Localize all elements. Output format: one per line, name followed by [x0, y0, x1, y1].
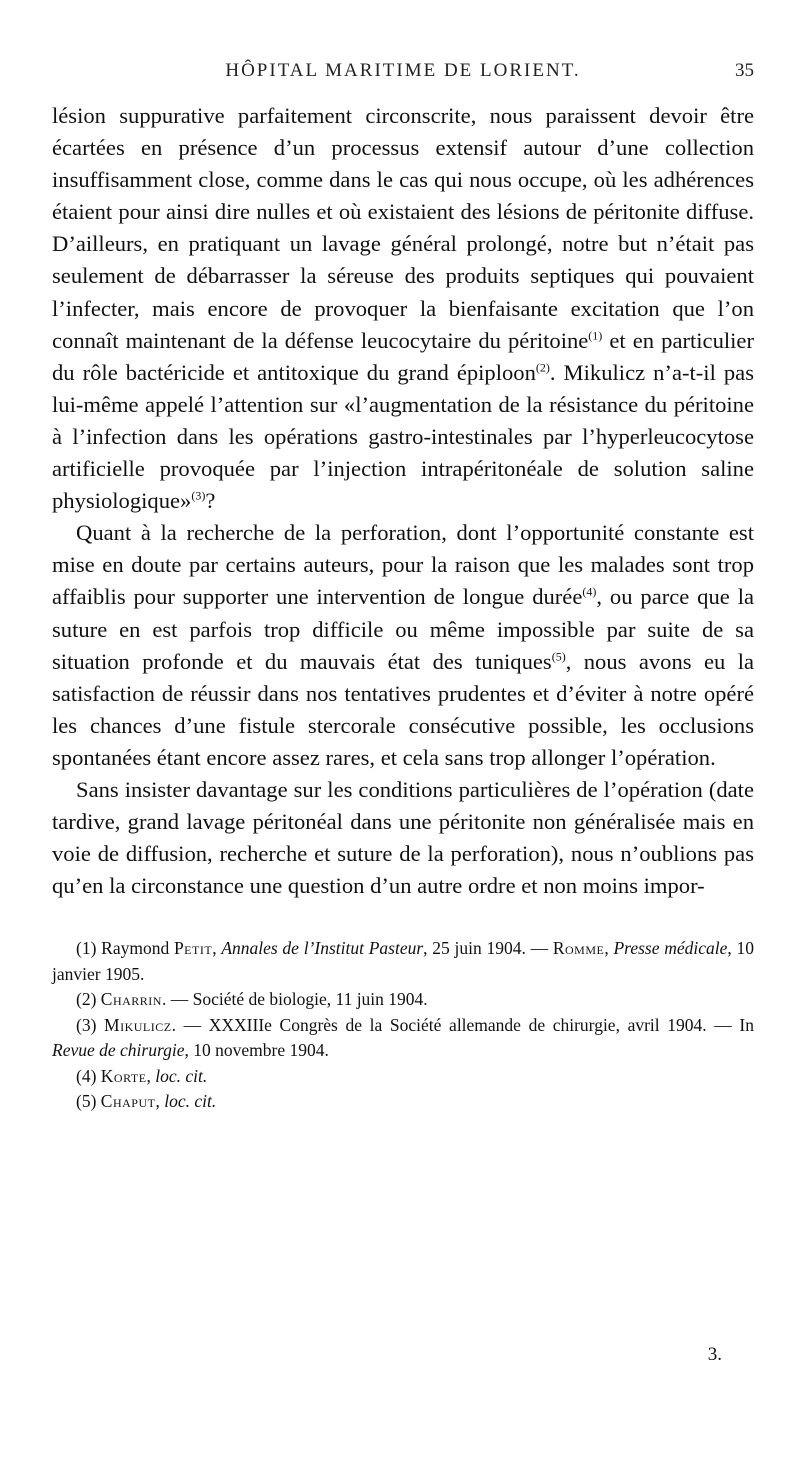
italic-title: loc. cit. — [164, 1091, 217, 1112]
italic-title: Presse médicale — [613, 938, 728, 959]
body-text — [52, 100, 754, 902]
footnote-5: (5) Chaput, loc. cit. — [76, 1091, 217, 1112]
signature-mark: 3. — [707, 1344, 722, 1365]
footnote-4: (4) Korte, loc. cit. — [76, 1065, 208, 1086]
footnote-ref: (5) — [551, 649, 566, 664]
page-number: 35 — [735, 60, 754, 81]
running-head — [52, 60, 754, 90]
italic-title: loc. cit. — [155, 1065, 208, 1086]
author-name: Petit — [173, 938, 213, 959]
author-name: Romme — [552, 938, 605, 959]
author-name: Chaput — [100, 1091, 156, 1112]
footnote-ref: (3) — [191, 488, 206, 503]
paragraph-3: Sans insister davantage sur les conditions particulières de l’opération (date tardive, grand lavage péritonéal dans une péritonite non généralisée mais en voie de diffusion, recherche et suture de la perforation), nous n’oublions pas qu’en la circonstance une question d’un autre ordre et non moins impor- — [52, 776, 754, 899]
footnote-3: (3) Mikulicz. — XXXIIIe Congrès de la Société allemande de chirurgie, avril 1904. — In Revue de chirurgie, 10 novembre 1904. — [52, 1014, 754, 1061]
running-title: HÔPITAL MARITIME DE LORIENT. — [225, 60, 581, 81]
footnote-ref: (1) — [588, 328, 603, 343]
footnote-ref: (2) — [535, 360, 550, 375]
paragraph-1: lésion suppurative parfaitement circonscrite, nous paraissent devoir être écartées en présence d’un processus extensif autour d’une collection insuffisamment close, comme dans le cas qui nous occupe, où les adhérences étaient pour ainsi dire nulles et où existaient des lésions de péritonite diffuse. D’ailleurs, en pratiquant un lavage général prolongé, notre but n’était pas seulement de débarrasser la séreuse des produits septiques qui pouvaient l’infecter, mais encore de provoquer la bienfaisante excitation que l’on connaît maintenant de la défense leucocytaire du péritoine$^{(1)}$ et en particulier du rôle bactéricide et antitoxique du grand épiploon$^{(2)}$. Mikulicz n’a-t-il pas lui-même appelé l’attention sur «l’augmentation de la résistance du péritoine à l’infection dans les opérations gastro-intestinales par l’hyperleucocytose artificielle provoquée par l’injection intrapéritonéale de solution saline physiologique»$^{(3)}$? — [52, 103, 754, 514]
italic-title: Annales de l’Institut Pasteur — [221, 938, 424, 959]
author-name: Mikulicz — [104, 1014, 172, 1035]
footnote-ref: (4) — [582, 584, 597, 599]
paragraph-2: Quant à la recherche de la perforation, dont l’opportunité constante est mise en doute par certains auteurs, pour la raison que les malades sont trop affaiblis pour supporter une intervention de longue durée$^{(4)}$, ou parce que la suture en est parfois trop difficile ou même impossible par suite de sa situation profonde et du mauvais état des tuniques$^{(5)}$, nous avons eu la satisfaction de réussir dans nos tentatives prudentes et d’éviter à notre opéré les chances d’une fistule stercorale consécutive possible, les occlusions spontanées étant encore assez rares, et cela sans trop allonger l’opération. — [52, 520, 754, 770]
italic-title: Revue de chirurgie — [52, 1040, 185, 1061]
author-name: Korte — [100, 1065, 147, 1086]
footnote-1: (1) Raymond Petit, Annales de l’Institut Pasteur, 25 juin 1904. — Romme, Presse médicale, 10 janvier 1905. — [52, 938, 755, 984]
footnotes — [52, 936, 754, 1115]
footnote-2: (2) Charrin. — Société de biologie, 11 juin 1904. — [76, 989, 428, 1010]
author-name: Charrin — [100, 989, 162, 1010]
